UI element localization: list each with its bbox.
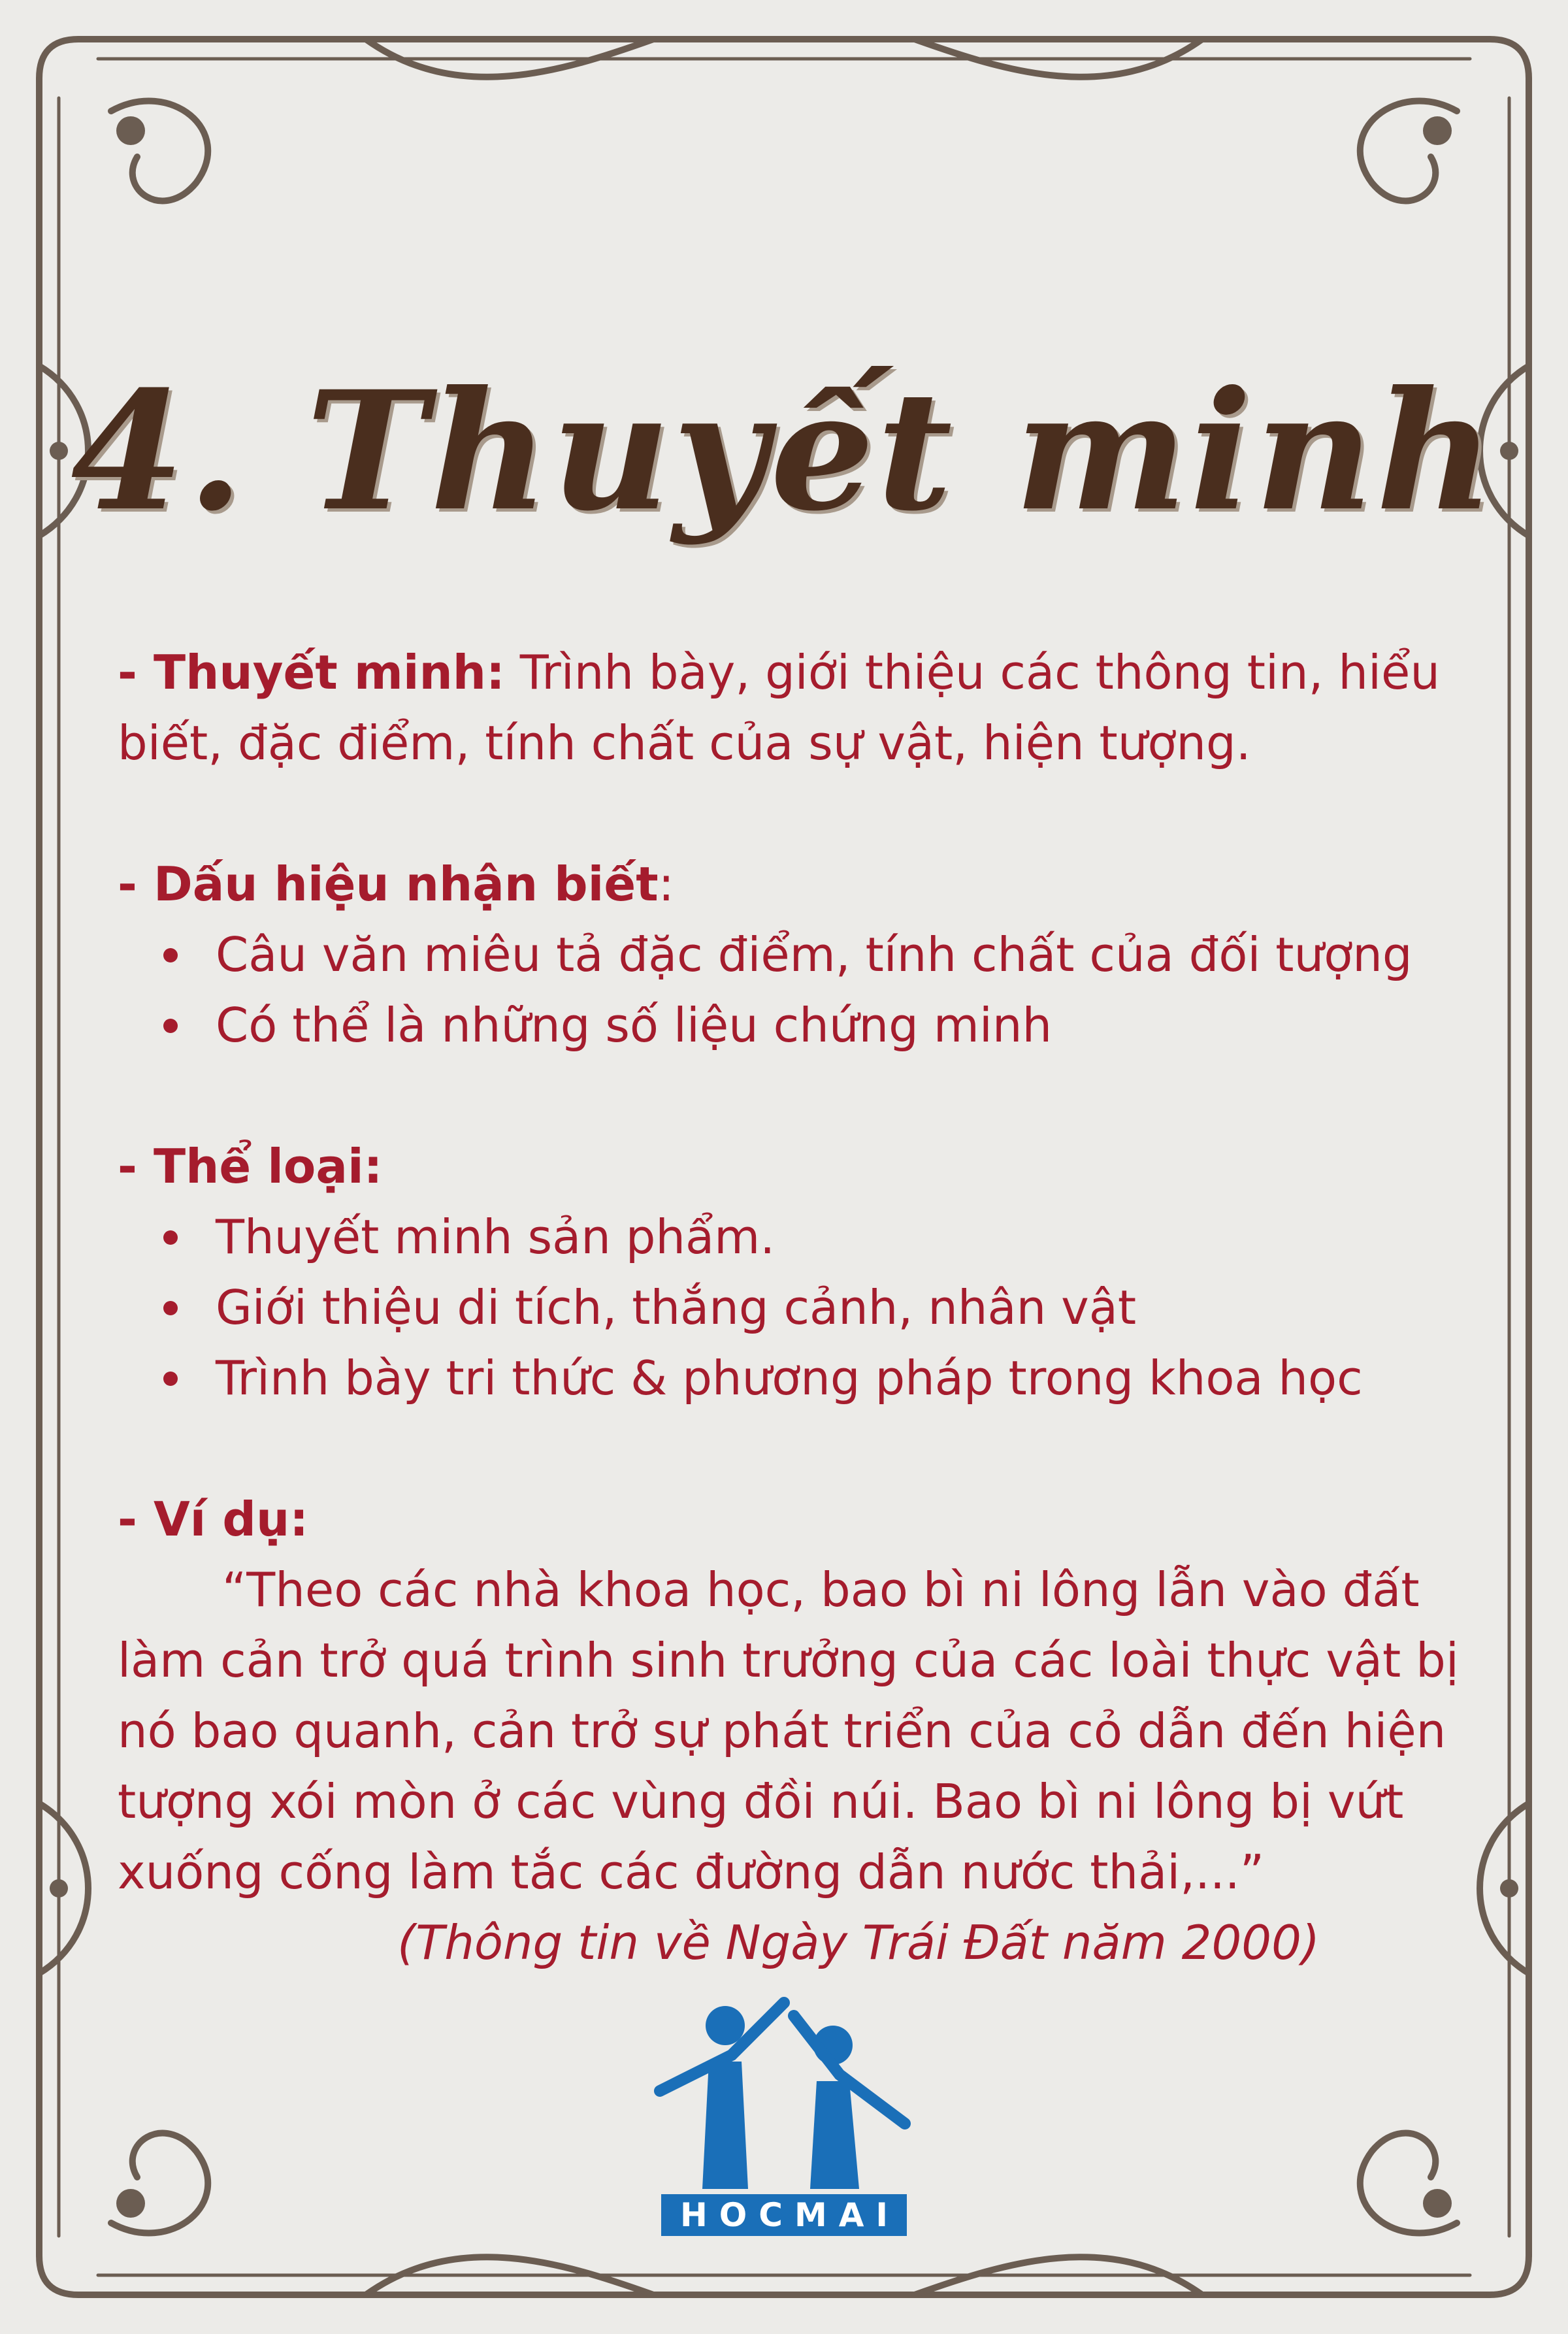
genres-section [118, 1131, 1463, 1413]
list-item: Trình bày tri thức & phương pháp trong khoa học [163, 1343, 1463, 1413]
example-label: - Ví dụ: [118, 1492, 309, 1547]
signs-list [118, 919, 1463, 1060]
signs-section [118, 849, 1463, 1060]
list-item: Giới thiệu di tích, thắng cảnh, nhân vật [163, 1272, 1463, 1343]
genres-list [118, 1202, 1463, 1413]
content-body [118, 637, 1463, 1978]
definition-label: - Thuyết minh: [118, 645, 505, 700]
list-item: Câu văn miêu tả đặc điểm, tính chất của đối tượng [163, 919, 1463, 990]
list-item: Thuyết minh sản phẩm. [163, 1202, 1463, 1272]
definition-section [118, 637, 1463, 778]
example-section [118, 1484, 1463, 1978]
example-source: (Thông tin về Ngày Trái Đất năm 2000) [397, 1915, 1320, 1970]
hocmai-logo-text: HOCMAI [661, 2194, 907, 2236]
list-item: Có thể là những số liệu chứng minh [163, 990, 1463, 1060]
definition-paragraph [118, 637, 1463, 778]
signs-colon: : [658, 857, 674, 912]
genres-label: - Thể loại: [118, 1139, 383, 1194]
example-quote: “Theo các nhà khoa học, bao bì ni lông lẫn vào đất làm cản trở quá trình sinh trưởng của các loài thực vật bị nó bao quanh, cản trở sự phát triển của cỏ dẫn đến hiện tượng xói mòn ở các vùng đồi núi. Bao bì ni lông bị vứt xuống cống làm tắc các đường dẫn nước thải,...” [118, 1562, 1459, 1899]
page-title: 4. Thuyết minh [71, 355, 1497, 547]
definition-text: Trình bày, giới thiệu các thông tin, hiểu biết, đặc điểm, tính chất của sự vật, hiện tượng. [118, 645, 1440, 770]
signs-label: - Dấu hiệu nhận biết [118, 857, 659, 912]
signs-heading [118, 849, 1463, 919]
